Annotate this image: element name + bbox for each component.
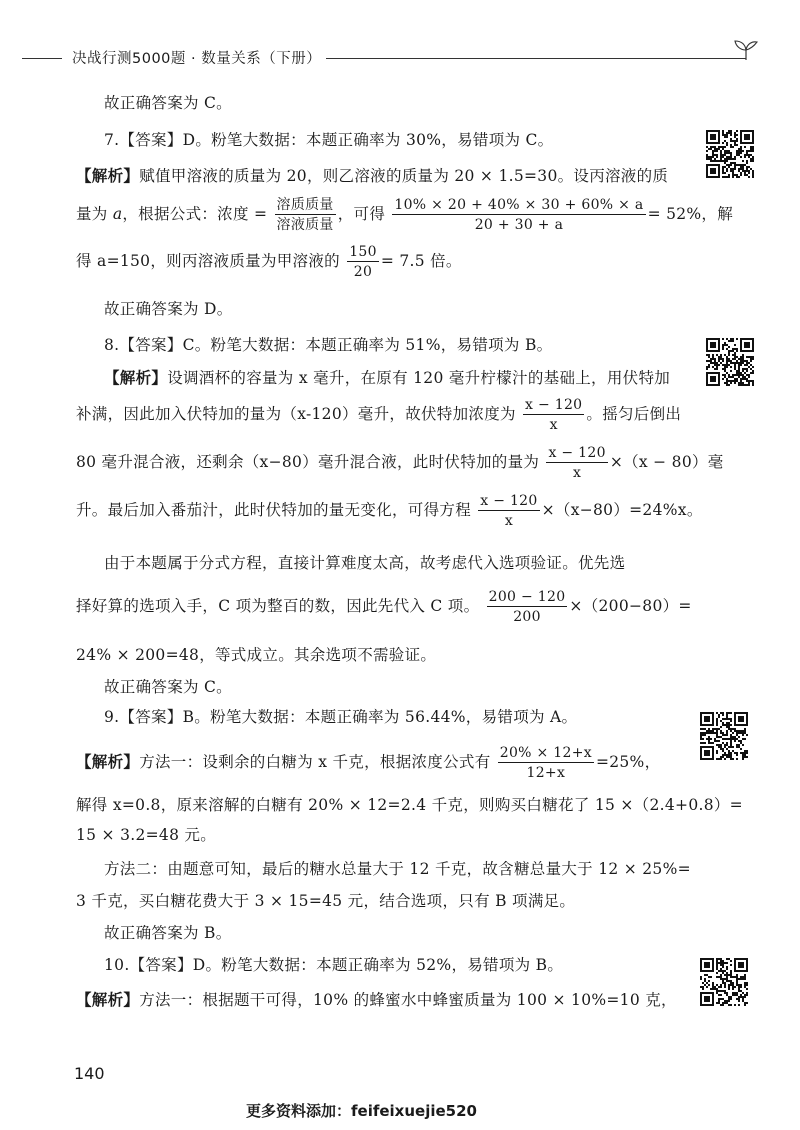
q9-method2-line2: 3 千克，买白糖花费大于 3 × 15=45 元，结合选项，只有 B 项满足。 <box>76 892 576 910</box>
q8-conclusion: 故正确答案为 C。 <box>104 678 232 696</box>
q8-analysis-line3: 80 毫升混合液，还剩余（x−80）毫升混合液，此时伏特加的量为 $\frac{x - 120}{x}$ ×（x − 80）毫 <box>76 445 724 481</box>
analysis-tag: 【解析】 <box>76 752 140 771</box>
formula-fraction: $\frac{20\% \times 12+x}{12+x}$ <box>499 745 592 781</box>
q8-para2-line2: 择好算的选项入手，C 项为整百的数，因此先代入 C 项。 $\frac{200 - 120}{200}$ ×（200−80）= <box>76 589 692 625</box>
formula-fraction: $\frac{x - 120}{x}$ <box>525 397 583 433</box>
q9-analysis-line1: 【解析】方法一：设剩余的白糖为 x 千克，根据浓度公式有 $\frac{20\% \times 12+x}{12+x}$ =25%， <box>76 745 661 781</box>
formula-fraction: $\frac{200 - 120}{200}$ <box>488 589 566 625</box>
q9-analysis-line3: 15 × 3.2=48 元。 <box>76 826 217 844</box>
analysis-tag: 【解析】 <box>104 368 168 387</box>
q6-conclusion: 故正确答案为 C。 <box>104 94 232 112</box>
analysis-tag: 【解析】 <box>76 990 140 1009</box>
q7-analysis-line2: 量为 a，根据公式：浓度 = $\frac{\text{溶质质量}}{\text{溶液质量}}$ ，可得 $\frac{10\% \times 20 + 40\% \times 30 + 60\% \times a}{20 + 30 + a}$ = 52%，解 <box>76 197 734 233</box>
header-rule-left <box>22 58 62 59</box>
q9-answer-line: 9.【答案】B。粉笔大数据：本题正确率为 56.44%，易错项为 A。 <box>104 708 578 726</box>
qr-code-q8[interactable] <box>706 338 754 386</box>
q7-analysis-line3: 得 a=150，则丙溶液质量为甲溶液的 $\frac{150}{20}$ = 7.5 倍。 <box>76 244 462 280</box>
qr-code-q10[interactable] <box>700 958 748 1006</box>
analysis-tag: 【解析】 <box>76 166 140 185</box>
q10-analysis-line1: 【解析】方法一：根据题干可得，10% 的蜂蜜水中蜂蜜质量为 100 × 10%=10 克， <box>76 990 677 1009</box>
q8-analysis-line1: 【解析】设调酒杯的容量为 x 毫升，在原有 120 毫升柠檬汁的基础上，用伏特加 <box>104 368 671 387</box>
q9-analysis-line2: 解得 x=0.8，原来溶解的白糖有 20% × 12=2.4 千克，则购买白糖花了 15 ×（2.4+0.8）= <box>76 796 743 814</box>
q8-para2-line3: 24% × 200=48，等式成立。其余选项不需验证。 <box>76 646 437 664</box>
q8-analysis-line2: 补满，因此加入伏特加的量为（x-120）毫升，故伏特加浓度为 $\frac{x - 120}{x}$ 。摇匀后倒出 <box>76 397 682 433</box>
q9-method2-line1: 方法二：由题意可知，最后的糖水总量大于 12 千克，故含糖总量大于 12 × 25%= <box>104 860 691 878</box>
q8-para2-line1: 由于本题属于分式方程，直接计算难度太高，故考虑代入选项验证。优先选 <box>104 554 626 572</box>
q8-answer-line: 8.【答案】C。粉笔大数据：本题正确率为 51%，易错项为 B。 <box>104 336 553 354</box>
formula-fraction: $\frac{150}{20}$ <box>349 244 377 280</box>
qr-code-q7[interactable] <box>706 130 754 178</box>
sprout-icon <box>732 38 760 62</box>
q7-analysis-line1: 【解析】赋值甲溶液的质量为 20，则乙溶液的质量为 20 × 1.5=30。设丙溶液的质 <box>76 166 669 185</box>
running-header: 决战行测5000题 · 数量关系（下册） <box>72 51 322 67</box>
formula-fraction: $\frac{x - 120}{x}$ <box>548 445 606 481</box>
qr-code-q9[interactable] <box>700 712 748 760</box>
q7-answer-line: 7.【答案】D。粉笔大数据：本题正确率为 30%，易错项为 C。 <box>104 131 554 149</box>
q8-analysis-line4: 升。最后加入番茄汁，此时伏特加的量无变化，可得方程 $\frac{x - 120}{x}$ ×（x−80）=24%x。 <box>76 493 703 529</box>
formula-fraction: $\frac{x - 120}{x}$ <box>480 493 538 529</box>
footer-contact: 更多资料添加：feifeixuejie520 <box>246 1102 477 1120</box>
header-rule-right <box>326 58 746 59</box>
q9-conclusion: 故正确答案为 B。 <box>104 924 232 942</box>
page-number: 140 <box>74 1064 105 1083</box>
q10-answer-line: 10.【答案】D。粉笔大数据：本题正确率为 52%，易错项为 B。 <box>104 956 564 974</box>
q7-conclusion: 故正确答案为 D。 <box>104 300 233 318</box>
formula-fraction: $\frac{\text{溶质质量}}{\text{溶液质量}}$ <box>276 197 334 233</box>
formula-fraction: $\frac{10\% \times 20 + 40\% \times 30 + 60\% \times a}{20 + 30 + a}$ <box>394 197 644 233</box>
